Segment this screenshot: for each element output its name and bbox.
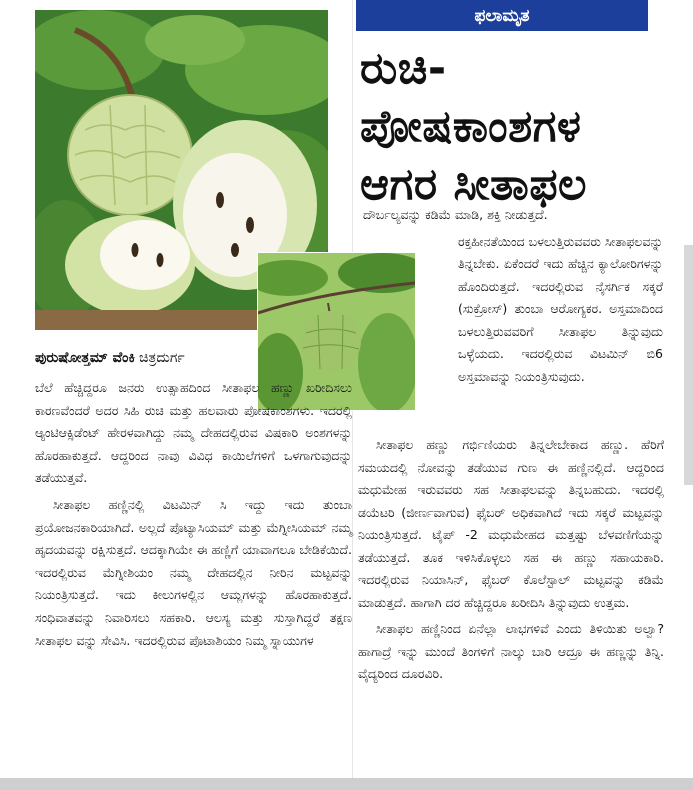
- article-column-right-lower: [358, 434, 664, 690]
- author-location: ಚಿತ್ರದುರ್ಗ: [138, 350, 185, 366]
- article-column-right-upper: [363, 204, 663, 392]
- article-column-left: [35, 377, 352, 656]
- headline-line-1: ರುಚಿ-: [360, 43, 447, 94]
- paragraph: ದೌರ್ಬಲ್ಯವನ್ನು ಕಡಿಮೆ ಮಾಡಿ, ಶಕ್ತಿ ನೀಡುತ್ತದೆ.: [363, 207, 548, 222]
- paragraph: ಬೆಲೆ ಹೆಚ್ಚಿದ್ದರೂ ಜನರು ಉತ್ಸಾಹದಿಂದ ಸೀತಾಫಲ ಹಣ್ಣು ಖರೀದಿಸಲು ಕಾರಣವೆಂದರೆ ಅದರ ಸಿಹಿ ರುಚಿ ಮತ್ತು ಹಲವಾರು ಪೋಷಕಾಂಶಗಳು. ಇದರಲ್ಲಿ ಆ್ಯಂಟಿಆಕ್ಸಿಡೆಂಟ್ ಹೇರಳವಾಗಿದ್ದು ನಮ್ಮ ದೇಹದಲ್ಲಿರುವ ವಿಷಕಾರಿ ಅಂಶಗಳನ್ನು ಹೊರಹಾಕುತ್ತದೆ. ಆದ್ದರಿಂದ ನಾವು ವಿವಿಧ ಕಾಯಿಲೆಗಳಿಗೆ ಒಳಗಾಗುವುದನ್ನು ತಡೆಯುತ್ತವೆ.: [35, 380, 352, 486]
- paragraph: ಸೀತಾಫಲ ಹಣ್ಣು ಗರ್ಭಿಣಿಯರು ತಿನ್ನಲೇಬೇಕಾದ ಹಣ್ಣು. ಹೆರಿಗೆ ಸಮಯದಲ್ಲಿ ನೋವನ್ನು ತಡೆಯುವ ಗುಣ ಈ ಹಣ್ಣಿನಲ್ಲಿದೆ. ಆದ್ದರಿಂದ ಮಧುಮೇಹ ಇರುವವರು ಸಹ ಸೀತಾಫಲವನ್ನು ತಿನ್ನಬಹುದು. ಇದರಲ್ಲಿ ಡಯೆಟರಿ (ಜೀರ್ಣವಾಗುವ) ಫೈಬರ್ ಅಧಿಕವಾಗಿದೆ ಇದು ಸಕ್ಕರೆ ಮಟ್ಟವನ್ನು ನಿಯಂತ್ರಿಸುತ್ತದೆ. ಟೈಪ್ -2 ಮಧುಮೇಹದ ಮತ್ತಷ್ಟು ಬೆಳವಣಿಗೆಯನ್ನು ತಡೆಯುತ್ತದೆ. ತೂಕ ಇಳಿಸಿಕೊಳ್ಳಲು ಸಹ ಈ ಹಣ್ಣು ಸಹಾಯಕಾರಿ. ಇದರಲ್ಲಿರುವ ನಿಯಾಸಿನ್, ಫೈಬರ್ ಕೊಲೆಸ್ಟಾಲ್ ಮಟ್ಟವನ್ನು ಕಡಿಮೆ ಮಾಡುತ್ತದೆ. ಹಾಗಾಗಿ ದರ ಹೆಚ್ಚಿದ್ದರೂ ಖರೀದಿಸಿ ತಿನ್ನುವುದು ಉತ್ತಮ.: [358, 437, 664, 610]
- byline: [35, 350, 335, 366]
- page-edge-shadow: [684, 245, 693, 485]
- paragraph: ಸೀತಾಫಲ ಹಣ್ಣಿನಿಂದ ಏನೆಲ್ಲಾ ಲಾಭಗಳಿವೆ ಎಂದು ತಿಳಿಯಿತು ಅಲ್ವಾ? ಹಾಗಾದ್ರೆ ಇನ್ನು ಮುಂದೆ ತಿಂಗಳಿಗೆ ನಾಲ್ಕು ಬಾರಿ ಆದ್ರೂ ಈ ಹಣ್ಣನ್ನು ತಿನ್ನಿ. ವೈದ್ಯರಿಂದ ದೂರವಿರಿ.: [358, 621, 664, 681]
- headline-line-2: ಪೋಷಕಾಂಶಗಳ: [360, 101, 582, 152]
- page-bottom-edge: [0, 778, 693, 790]
- section-banner: ಫಲಾಮೃತ: [356, 0, 648, 31]
- headline-line-3: ಆಗರ ಸೀತಾಫಲ: [360, 159, 588, 210]
- author-name: ಪುರುಷೋತ್ತಮ್ ವೆಂಕಿ: [35, 350, 135, 366]
- paragraph: ಸೀತಾಫಲ ಹಣ್ಣಿನಲ್ಲಿ ವಿಟಮಿನ್ ಸಿ ಇದ್ದು ಇದು ತುಂಬಾ ಪ್ರಯೋಜನಕಾರಿಯಾಗಿದೆ. ಅಲ್ಲದೆ ಪೊಟ್ಯಾಸಿಯಮ್ ಮತ್ತು ಮೆಗ್ನೀಸಿಯಮ್ ನಮ್ಮ ಹೃದಯವನ್ನು ರಕ್ಷಿಸುತ್ತದೆ. ಆದಕ್ಕಾಗಿಯೇ ಈ ಹಣ್ಣಿಗೆ ಯಾವಾಗಲೂ ಬೇಡಿಕೆಯಿದೆ. ಇದರಲ್ಲಿರುವ ಮೆಗ್ನೀಶಿಯಂ ನಮ್ಮ ದೇಹದಲ್ಲಿನ ನೀರಿನ ಮಟ್ಟವನ್ನು ನಿಯಂತ್ರಿಸುತ್ತದೆ. ಇದು ಕೀಲುಗಳಲ್ಲಿನ ಆಮ್ಲಗಳನ್ನು ಹೊರಹಾಕುತ್ತದೆ. ಸಂಧಿವಾತವನ್ನು ನಿವಾರಿಸಲು ಸಹಕಾರಿ. ಆಲಸ್ಯ ಮತ್ತು ಸುಸ್ತಾಗಿದ್ದರೆ ತಕ್ಷಣ ಸೀತಾಫಲ ವನ್ನು ಸೇವಿಸಿ. ಇದರಲ್ಲಿರುವ ಪೊಟಾಶಿಯಂ ನಿಮ್ಮ ಸ್ನಾಯುಗಳ: [35, 496, 352, 648]
- headline: [360, 40, 660, 214]
- paragraph: ರಕ್ತಹೀನತೆಯಿಂದ ಬಳಲುತ್ತಿರುವವರು ಸೀತಾಫಲವನ್ನು ತಿನ್ನಬೇಕು. ಏಕೆಂದರೆ ಇದು ಹೆಚ್ಚಿನ ಕ್ಯಾಲೋರಿಗಳನ್ನು ಹೊಂದಿರುತ್ತದೆ. ಇದರಲ್ಲಿರುವ ನೈಸರ್ಗಿಕ ಸಕ್ಕರೆ (ಸುಕ್ರೋಸ್) ತುಂಬಾ ಆರೋಗ್ಯಕರ. ಅಸ್ತಮಾದಿಂದ ಬಳಲುತ್ತಿರುವವರಿಗೆ ಸೀತಾಫಲ ತಿನ್ನುವುದು ಒಳ್ಳೆಯದು. ಇದರಲ್ಲಿರುವ ವಿಟಮಿನ್ ಬಿ6 ಅಸ್ತಮಾವನ್ನು ನಿಯಂತ್ರಿಸುವುದು.: [458, 233, 663, 384]
